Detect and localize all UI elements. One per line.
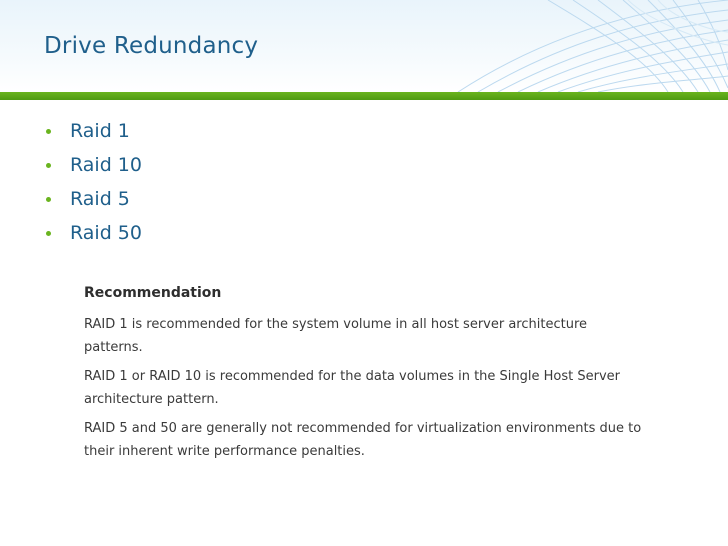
bullet-item — [44, 216, 142, 250]
slide-header — [0, 0, 728, 92]
recommendation-paragraph: RAID 5 and 50 are generally not recommended for virtualization environments due to their inherent write performance penalties. — [84, 421, 642, 459]
decorative-mesh-graphic — [398, 0, 728, 92]
recommendation-heading: Recommendation — [84, 285, 222, 301]
recommendation-paragraph: RAID 1 or RAID 10 is recommended for the data volumes in the Single Host Server architecture pattern. — [84, 369, 620, 407]
bullet-dot-icon — [46, 163, 51, 168]
bullet-item — [44, 182, 142, 216]
bullet-text: Raid 10 — [70, 154, 142, 176]
recommendation-box — [84, 285, 644, 469]
bullet-item — [44, 114, 142, 148]
bullet-dot-icon — [46, 197, 51, 202]
bullet-dot-icon — [46, 231, 51, 236]
bullet-text: Raid 5 — [70, 188, 130, 210]
bullet-item — [44, 148, 142, 182]
slide-title: Drive Redundancy — [44, 33, 259, 59]
recommendation-paragraph: RAID 1 is recommended for the system volume in all host server architecture patterns. — [84, 317, 587, 355]
header-accent-rule — [0, 92, 728, 100]
bullet-text: Raid 50 — [70, 222, 142, 244]
bullet-list — [44, 114, 142, 250]
bullet-dot-icon — [46, 129, 51, 134]
bullet-text: Raid 1 — [70, 120, 130, 142]
